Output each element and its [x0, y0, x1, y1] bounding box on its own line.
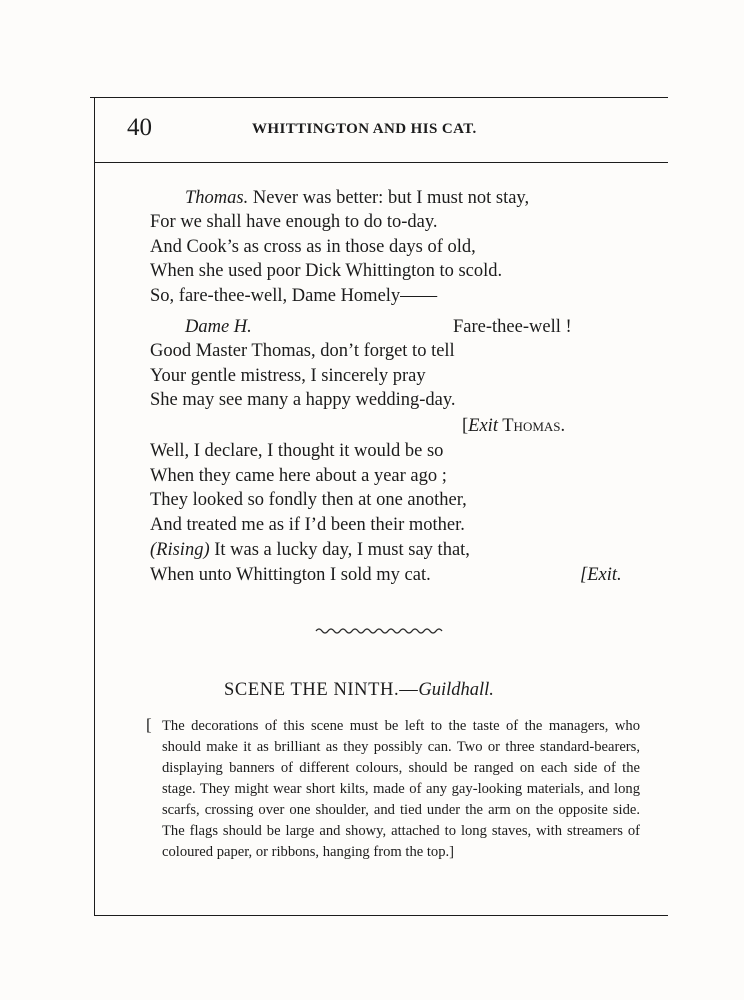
- verse-line-7: Good Master Thomas, don’t forget to tell: [150, 341, 455, 361]
- page-number: 40: [127, 114, 152, 141]
- verse-line-15: When unto Whittington I sold my cat.: [150, 565, 431, 585]
- stage-direction-text: The decorations of this scene must be left to the taste of the managers, who should make it as brilliant as they possibly can. Two or three standard-bearers, displaying banners of different colours, should be ranged on each side of the stage. They might wear short kilts, made of any gay-looking materials, and long scarfs, crossing over one shoulder, and tied under the arm on the opposite side. The flags should be large and showy, attached to long staves, with streamers of coloured paper, or ribbons, hanging from the top.]: [162, 718, 640, 860]
- scene-heading: SCENE THE NINTH.—: [224, 680, 419, 700]
- exit-name: Thomas.: [497, 416, 566, 436]
- verse-line-14: [150, 538, 640, 562]
- running-title: WHITTINGTON AND HIS CAT.: [252, 121, 477, 137]
- scene-place: Guildhall.: [418, 680, 494, 700]
- exit-thomas-direction: [462, 414, 565, 438]
- verse-line-14-text: It was a lucky day, I must say that,: [209, 540, 470, 560]
- frame-top-rule: [90, 97, 668, 98]
- verse-line-12: They looked so fondly then at one another,: [150, 490, 467, 510]
- verse-line-6-text: Fare-thee-well !: [453, 317, 572, 337]
- exit-bracket: [: [462, 416, 469, 436]
- verse-line-9: She may see many a happy wedding-day.: [150, 390, 456, 410]
- frame-left-rule: [94, 97, 95, 915]
- scene-title: [224, 678, 494, 702]
- header-rule: [94, 162, 668, 163]
- verse-line-1: [185, 186, 675, 210]
- exit-direction: [Exit.: [580, 565, 622, 585]
- speaker-thomas: Thomas.: [185, 188, 249, 208]
- speaker-dame-h: [185, 315, 675, 339]
- verse-line-10: Well, I declare, I thought it would be so: [150, 441, 444, 461]
- stage-direction-bracket: [: [146, 715, 152, 734]
- verse-line-2: For we shall have enough to do to-day.: [150, 212, 438, 232]
- speaker-dame-h-label: Dame H.: [185, 317, 252, 337]
- verse-line-1-text: Never was better: but I must not stay,: [248, 188, 530, 208]
- verse-line-4: When she used poor Dick Whittington to scold.: [150, 261, 503, 281]
- verse-line-13: And treated me as if I’d been their mother.: [150, 515, 465, 535]
- wavy-rule-ornament: [312, 618, 452, 642]
- verse-line-11: When they came here about a year ago ;: [150, 466, 447, 486]
- verse-line-8: Your gentle mistress, I sincerely pray: [150, 366, 426, 386]
- bottom-rule: [94, 915, 668, 916]
- verse-line-5: So, fare-thee-well, Dame Homely——: [150, 286, 438, 306]
- exit-word: Exit: [468, 416, 498, 436]
- verse-line-3: And Cook’s as cross as in those days of old,: [150, 237, 476, 257]
- stage-direction-rising: (Rising): [150, 540, 210, 560]
